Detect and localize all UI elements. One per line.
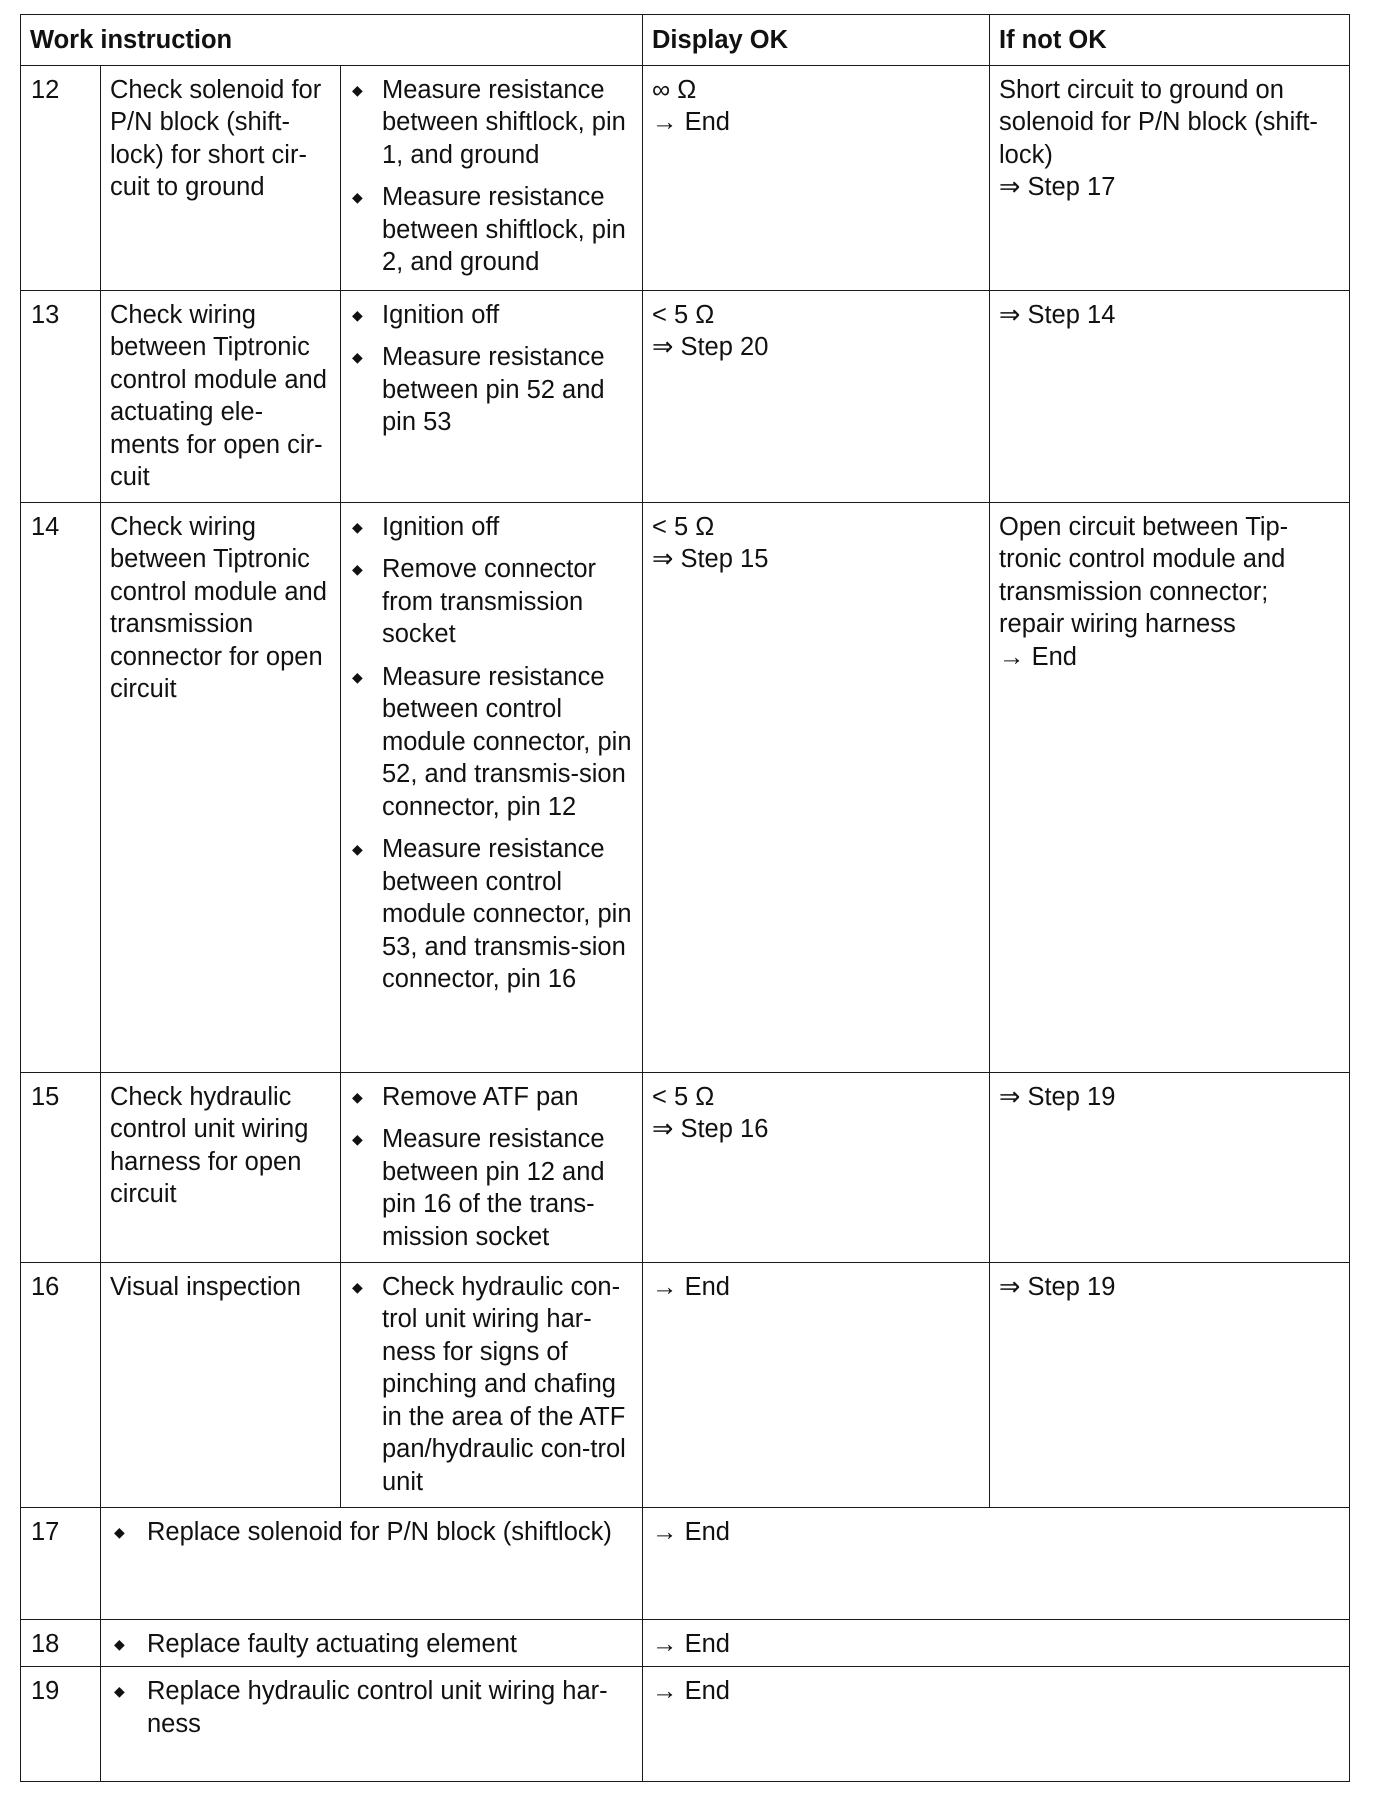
work-instruction-sheet xyxy=(20,14,1349,1786)
display-ok-cell xyxy=(643,1072,990,1262)
action-item xyxy=(101,1667,643,1782)
display-ok-value: < 5 Ω xyxy=(652,300,715,329)
action-item: ◆ Measure resistance between shiftlock, pin 1, and ground xyxy=(350,74,633,172)
bullet-diamond-icon: ◆ xyxy=(114,1635,125,1652)
if-not-ok-cell xyxy=(990,502,1350,1072)
action-item: ◆ Check hydraulic con-trol unit wiring har-ness for signs of pinching and chafing in the area of the ATF pan/hydraulic con-trol unit xyxy=(350,1271,633,1499)
if-not-ok-next: ⇒ Step 19 xyxy=(999,1082,1116,1111)
action-list xyxy=(350,1081,633,1254)
action-item: ◆ Measure resistance between control module connector, pin 52, and transmis-sion connector, pin 12 xyxy=(350,661,633,824)
display-ok-cell xyxy=(643,502,990,1072)
if-not-ok-next: ⇒ Step 19 xyxy=(999,1272,1116,1301)
if-not-ok-cell xyxy=(990,1262,1350,1507)
table-row xyxy=(21,1667,1350,1782)
display-ok-value: < 5 Ω xyxy=(652,512,715,541)
action-item: ◆ Remove ATF pan xyxy=(350,1081,633,1114)
action-list-cell xyxy=(341,502,643,1072)
check-description: Visual inspection xyxy=(101,1262,341,1507)
step-number: 18 xyxy=(21,1619,101,1667)
display-ok-next: ⇒ Step 20 xyxy=(652,333,769,361)
header-work-instruction: Work instruction xyxy=(21,15,643,66)
step-number: 13 xyxy=(21,290,101,502)
step-number: 15 xyxy=(21,1072,101,1262)
action-text: Replace solenoid for P/N block (shiftlock) xyxy=(147,1517,612,1546)
display-ok-next: → End xyxy=(652,1272,730,1301)
if-not-ok-cell xyxy=(990,1072,1350,1262)
action-list xyxy=(350,511,633,996)
bullet-diamond-icon: ◆ xyxy=(114,1523,125,1540)
header-display-ok: Display OK xyxy=(643,15,990,66)
check-description: Check solenoid for P/N block (shift-lock) for short cir-cuit to ground xyxy=(101,65,341,290)
table-row xyxy=(21,1507,1350,1619)
action-item xyxy=(101,1619,643,1667)
bullet-diamond-icon: ◆ xyxy=(114,1683,125,1699)
action-list-cell xyxy=(341,1072,643,1262)
if-not-ok-next: → End xyxy=(999,642,1077,671)
action-item: ◆ Remove connector from transmission socket xyxy=(350,553,633,651)
action-item: ◆ Ignition off xyxy=(350,511,633,544)
display-ok-next: → End xyxy=(652,108,730,136)
display-ok-cell xyxy=(643,290,990,502)
result-cell: → End xyxy=(643,1667,1350,1782)
action-list xyxy=(350,1271,633,1499)
step-number: 17 xyxy=(21,1507,101,1619)
if-not-ok-text: Open circuit between Tip-tronic control module and transmission connector; repair wiring harness xyxy=(999,512,1289,638)
result-cell: → End xyxy=(643,1507,1350,1619)
result-cell: → End xyxy=(643,1619,1350,1667)
display-ok-value: ∞ Ω xyxy=(652,75,697,104)
table-row xyxy=(21,65,1350,290)
check-description: Check wiring between Tiptronic control module and transmission connector for open circuit xyxy=(101,502,341,1072)
table-row xyxy=(21,502,1350,1072)
action-item xyxy=(101,1507,643,1619)
step-number: 12 xyxy=(21,65,101,290)
action-item: ◆ Measure resistance between control module connector, pin 53, and transmis-sion connector, pin 16 xyxy=(350,833,633,996)
work-instruction-table xyxy=(20,14,1350,1782)
display-ok-cell xyxy=(643,1262,990,1507)
action-list xyxy=(350,299,633,439)
table-row xyxy=(21,1072,1350,1262)
display-ok-next: ⇒ Step 16 xyxy=(652,1115,769,1143)
action-item: ◆ Measure resistance between pin 12 and pin 16 of the trans-mission socket xyxy=(350,1123,633,1253)
if-not-ok-cell xyxy=(990,65,1350,290)
if-not-ok-text: Short circuit to ground on solenoid for P/N block (shift-lock) xyxy=(999,75,1318,169)
display-ok-next: ⇒ Step 15 xyxy=(652,545,769,573)
header-if-not-ok: If not OK xyxy=(990,15,1350,66)
step-number: 16 xyxy=(21,1262,101,1507)
step-number: 14 xyxy=(21,502,101,1072)
action-list xyxy=(350,74,633,279)
table-row xyxy=(21,290,1350,502)
display-ok-cell xyxy=(643,65,990,290)
check-description: Check hydraulic control unit wiring harness for open circuit xyxy=(101,1072,341,1262)
action-text: Replace hydraulic control unit wiring har-ness xyxy=(147,1677,608,1738)
if-not-ok-cell xyxy=(990,290,1350,502)
action-list-cell xyxy=(341,1262,643,1507)
action-text: Replace faulty actuating element xyxy=(147,1629,517,1658)
if-not-ok-next: ⇒ Step 17 xyxy=(999,173,1116,201)
if-not-ok-next: ⇒ Step 14 xyxy=(999,300,1116,329)
table-header-row xyxy=(21,15,1350,66)
table-row xyxy=(21,1262,1350,1507)
step-number: 19 xyxy=(21,1667,101,1782)
table-row xyxy=(21,1619,1350,1667)
action-item: ◆ Ignition off xyxy=(350,299,633,332)
action-item: ◆ Measure resistance between pin 52 and pin 53 xyxy=(350,341,633,439)
check-description: Check wiring between Tiptronic control module and actuating ele-ments for open cir-cuit xyxy=(101,290,341,502)
table-body xyxy=(21,65,1350,1782)
action-list-cell xyxy=(341,290,643,502)
display-ok-value: < 5 Ω xyxy=(652,1082,715,1111)
action-item: ◆ Measure resistance between shiftlock, pin 2, and ground xyxy=(350,181,633,279)
action-list-cell xyxy=(341,65,643,290)
